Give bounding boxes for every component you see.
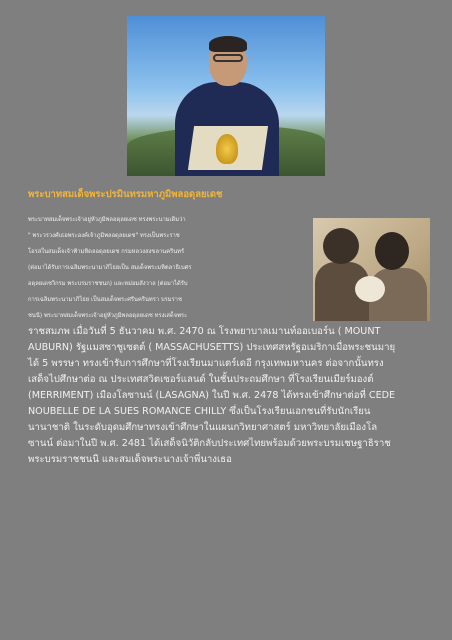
text-line: AUBURN) รัฐแมสซาชูเซตต์ ( MASSACHUSETTS) ประเทศสหรัฐอเมริกาเมื่อพระชนมายุ <box>28 342 396 353</box>
text-line: ซานน์ ต่อมาในปี พ.ศ. 2481 ได้เสด็จนิวัติกลับประเทศไทยพร้อมด้วยพระบรมเชษฐาธิราช <box>28 438 391 449</box>
royal-portrait-photo <box>127 16 325 176</box>
text-line: " พระวรวงศ์เธอพระองค์เจ้าภูมิพลอดุลยเดช" ทรงเป็นพระราช <box>28 233 180 239</box>
text-line: ได้ 5 พรรษา ทรงเข้ารับการศึกษาที่โรงเรียนมาแตร์เดอี กรุงเทพมหานคร ต่อจากนั้นทรง <box>28 358 384 369</box>
text-line: ราชสมภพ เมื่อวันที่ 5 ธันวาคม พ.ศ. 2470 ณ โรงพยาบาลเมานท์ออเบอร์น ( MOUNT <box>28 326 381 337</box>
text-line: พระบาทสมเด็จพระเจ้าอยู่หัวภูมิพลอดุลยเดช ทรงพระนามเดิมว่า <box>28 217 186 223</box>
portrait-glasses <box>213 54 243 62</box>
text-line: NOUBELLE DE LA SUES ROMANCE CHILLY ซึ่งเป็นโรงเรียนเอกชนที่รับนักเรียน <box>28 406 371 417</box>
page-heading: พระบาทสมเด็จพระปรมินทรมหาภูมิพลอดุลยเดช <box>28 189 223 200</box>
text-line: ชนนี) พระบาทสมเด็จพระเจ้าอยู่หัวภูมิพลอดุลยเดช ทรงเสด็จพระ <box>28 313 188 319</box>
text-line: (MERRIMENT) เมืองโลซานน์ (LASAGNA) ในปี พ.ศ. 2478 ได้ทรงเข้าศึกษาต่อที่ CEDE <box>28 390 396 401</box>
royal-emblem-icon <box>216 134 238 164</box>
text-line: พระบรมราชชนนี และสมเด็จพระนางเจ้าพี่นางเธอ <box>28 454 232 465</box>
portrait-hair <box>209 36 247 52</box>
text-line: เสด็จไปศึกษาต่อ ณ ประเทศสวิตเซอร์แลนด์ ในชั้นประถมศึกษา ที่โรงเรียนเมียร์มองต์ <box>28 374 374 385</box>
text-line: อดุลยเดชวิกรม พระบรมราชชนก) และหม่อมสังวาล (ต่อมาได้รับ <box>28 281 188 287</box>
text-line: (ต่อมาได้รับการเฉลิมพระนามาภิไธยเป็น สมเด็จพระมหิตลาธิเบศร <box>28 265 192 271</box>
text-line: การเฉลิมพระนามาภิไธย เป็นสมเด็จพระศรีนครินทรา บรมราช <box>28 297 182 303</box>
text-line: โอรสในสมเด็จเจ้าฟ้ามหิดลอดุลยเดช กรมหลวงสงขลานครินทร์ <box>28 249 185 255</box>
biography-paragraph <box>28 212 432 468</box>
text-line: นานาชาติ ในระดับอุดมศึกษาทรงเข้าศึกษาในแผนกวิทยาศาสตร์ มหาวิทยาลัยเมืองโล <box>28 422 378 433</box>
